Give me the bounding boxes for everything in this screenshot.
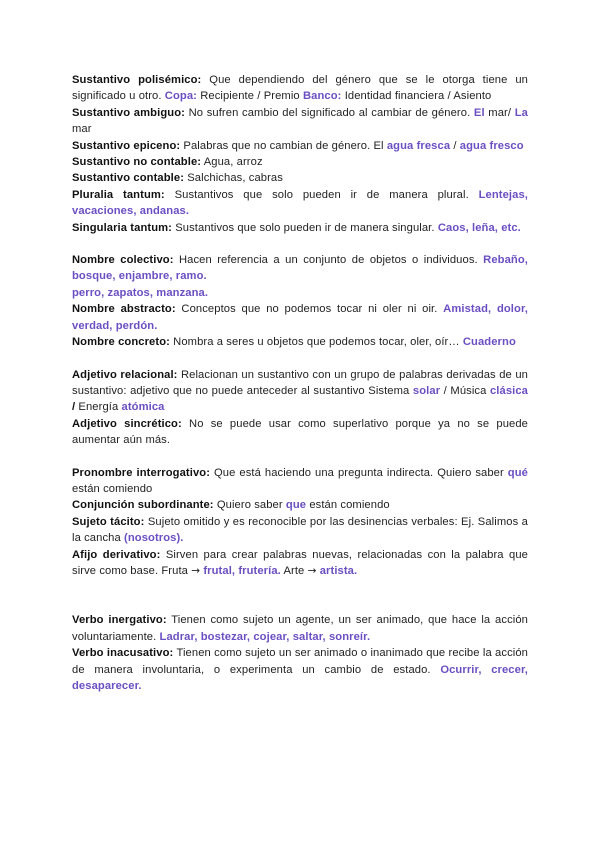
definition-text: Identidad financiera / Asiento (341, 90, 492, 103)
term-label: Verbo inergativo: (72, 614, 167, 627)
definition-text: Relacionan un sustantivo con un grupo de palabras derivadas de un sustantivo: adjetivo que no puede anteceder al sustantivo Sistema (72, 368, 528, 397)
example-highlight: solar (412, 384, 441, 397)
definition-text: Sirven para crear palabras nuevas, relacionadas con la palabra que sirve como base. Fruta (72, 548, 528, 577)
definition-entry (72, 138, 528, 154)
definition-text: Quiero saber (213, 499, 286, 512)
definition-entry (72, 72, 528, 105)
example-highlight: Amistad, dolor, verdad, perdón. (72, 303, 528, 332)
definition-text: están comiendo (72, 482, 153, 495)
definition-text: Tienen como sujeto un ser animado o inanimado que recibe la acción de manera involuntaria, o experimenta un cambio de estado. (72, 647, 528, 676)
example-highlight: Ladrar, bostezar, cojear, saltar, sonreír. (159, 630, 371, 643)
term-label: Afijo derivativo: (72, 548, 161, 561)
section (72, 72, 528, 236)
definition-text: Energía (78, 401, 122, 414)
term-label: Sustantivo contable: (72, 172, 185, 185)
term-label: Adjetivo relacional: (72, 368, 178, 381)
definition-text: mar (72, 123, 92, 136)
definition-text: Que está haciendo una pregunta indirecta. Quiero saber (210, 466, 508, 479)
definition-entry (72, 105, 528, 138)
term-label: Pronombre interrogativo: (72, 466, 211, 479)
arrow-icon: → (307, 564, 317, 577)
definition-entry (72, 154, 528, 170)
term-label: Conjunción subordinante: (72, 499, 214, 512)
example-highlight: La (514, 106, 528, 119)
term-label: Sujeto tácito: (72, 515, 145, 528)
section (72, 465, 528, 580)
definition-text: Sujeto omitido y es reconocible por las desinencias verbales: Ej. Salimos a la cancha (72, 515, 529, 545)
definition-entry (72, 187, 528, 220)
definition-text: No sufren cambio del significado al cambiar de género. (184, 106, 474, 119)
example-highlight: que (285, 499, 307, 512)
definition-text: Conceptos que no podemos tocar ni oler ni oir. (175, 303, 444, 316)
term-label: Sustantivo epiceno: (72, 139, 181, 152)
term-label: Singularia tantum: (72, 221, 173, 234)
term-label: Sustantivo polisémico: (72, 74, 202, 86)
definition-text: / Música (440, 384, 490, 397)
example-highlight: agua fresca (386, 139, 451, 152)
example-highlight: Caos, leña, etc. (437, 221, 521, 234)
definition-text: Sustantivos que solo pueden ir de manera singular. (172, 221, 438, 234)
definition-entry (72, 170, 528, 186)
example-highlight: frutal, frutería. (203, 564, 281, 577)
example-highlight: Banco: (302, 90, 342, 103)
definition-entry (72, 301, 528, 334)
section (72, 367, 528, 449)
definition-entry (72, 465, 528, 498)
section (72, 252, 528, 350)
example-highlight: Ocurrir, crecer, desaparecer. (72, 663, 529, 692)
term-label: Nombre concreto: (72, 336, 170, 349)
definition-entry (72, 612, 528, 645)
definition-entry (72, 334, 528, 350)
definition-text: Nombra a seres u objetos que podemos tocar, oler, oír… (169, 336, 463, 349)
definition-text: Salchichas, cabras (184, 172, 283, 185)
definition-text: Agua, arroz (201, 156, 263, 169)
separator: / (72, 401, 79, 414)
definition-text: mar/ (484, 106, 515, 119)
example-highlight: El (473, 106, 485, 119)
example-highlight: artista. (319, 564, 358, 577)
example-highlight: perro, zapatos, manzana. (72, 286, 209, 299)
term-label: Verbo inacusativo: (72, 647, 174, 660)
definition-entry (72, 367, 528, 416)
term-label: Nombre abstracto: (72, 303, 176, 316)
example-highlight: (nosotros). (124, 532, 184, 545)
definition-text: Tienen como sujeto un agente, un ser animado, que hace la acción voluntariamente. (72, 614, 528, 643)
definition-text: No se puede usar como superlativo porque ya no se puede aumentar aún más. (72, 417, 528, 447)
definition-entry (72, 252, 528, 301)
definition-entry (72, 220, 528, 236)
example-highlight: Lentejas, vacaciones, andanas. (72, 188, 528, 218)
definition-text: están comiendo (306, 499, 390, 512)
definition-entry (72, 514, 528, 547)
definition-text: Hacen referencia a un conjunto de objetos o individuos. (173, 254, 484, 267)
example-highlight: agua fresco (459, 139, 524, 152)
arrow-icon: → (191, 564, 201, 577)
term-label: Sustantivo no contable: (72, 156, 202, 169)
example-highlight: qué (507, 466, 528, 479)
term-label: Nombre colectivo: (72, 254, 174, 267)
term-label: Sustantivo ambiguo: (72, 106, 185, 119)
definition-text: Recipiente / Premio (197, 90, 303, 103)
definition-text: Sustantivos que solo pueden ir de manera plural. (164, 188, 479, 201)
definition-text: Arte (280, 564, 308, 577)
definition-entry (72, 645, 528, 694)
example-highlight: Rebaño, bosque, enjambre, ramo. (72, 254, 528, 283)
term-label: Adjetivo sincrético: (72, 417, 182, 430)
example-highlight: Cuaderno (462, 336, 516, 349)
definition-entry (72, 547, 528, 580)
example-highlight: atómica (121, 401, 165, 414)
definition-text: Palabras que no cambian de género. El (180, 139, 387, 152)
definition-text: / (450, 139, 460, 152)
definition-entry (72, 416, 528, 449)
document-page (72, 72, 528, 694)
definition-text: Que dependiendo del género que se le otorga tiene un significado u otro. (72, 74, 528, 103)
term-label: Pluralia tantum: (72, 188, 165, 201)
definition-entry (72, 497, 528, 513)
section (72, 612, 528, 694)
example-highlight: Copa: (164, 90, 197, 103)
example-highlight: clásica (489, 384, 528, 397)
